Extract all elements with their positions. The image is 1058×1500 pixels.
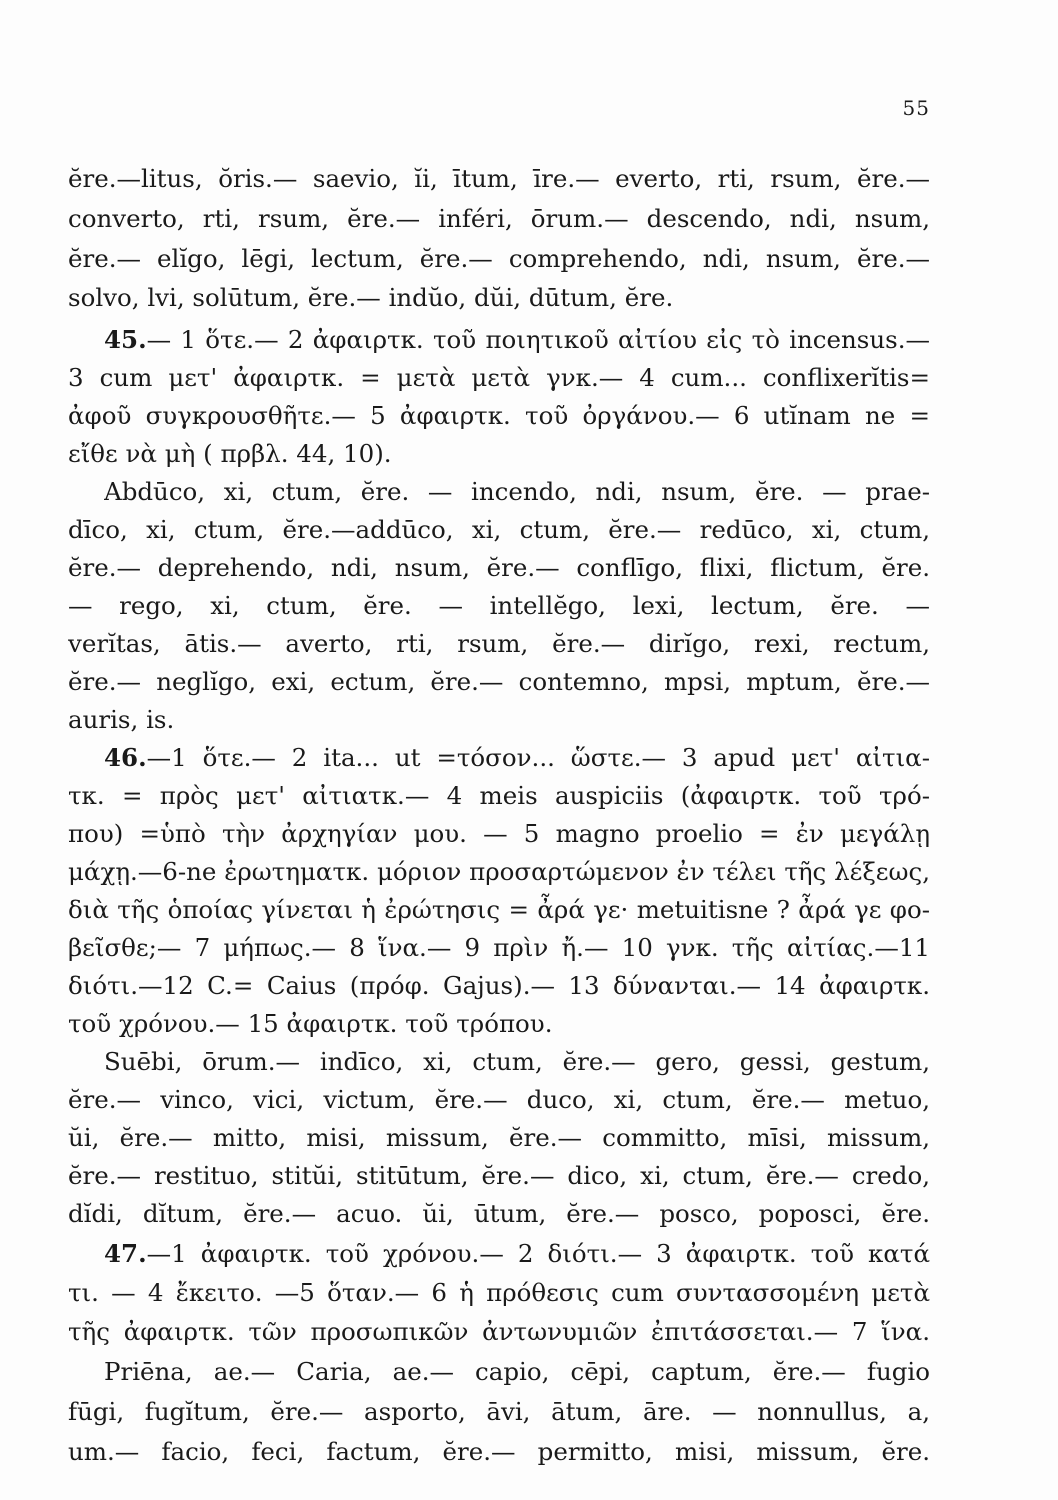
- text-line: ĕre.— elĭgo, lēgi, lectum, ĕre.— comprehendo, ndi, nsum, ĕre.—: [68, 244, 930, 273]
- text-line: Abdūco, xi, ctum, ĕre. — incendo, ndi, nsum, ĕre. — prae-: [104, 477, 930, 506]
- text-line: τῆς ἀφαιρτκ. τῶν προσωπικῶν ἀντωνυμιῶν ἐπιτάσσεται.— 7 ἵνα.: [68, 1317, 930, 1346]
- text-line: εἴθε νὰ μὴ ( πρβλ. 44, 10).: [68, 439, 392, 468]
- text-line: dīco, xi, ctum, ĕre.—addūco, xi, ctum, ĕre.— redūco, xi, ctum,: [68, 515, 930, 544]
- text-line: Suēbi, ōrum.— indīco, xi, ctum, ĕre.— gero, gessi, gestum,: [104, 1047, 930, 1076]
- section-number-47: 47.: [104, 1239, 147, 1268]
- text-line: um.— facio, feci, factum, ĕre.— permitto, misi, missum, ĕre.: [68, 1437, 930, 1466]
- text-line: verĭtas, ātis.— averto, rti, rsum, ĕre.— dirĭgo, rexi, rectum,: [68, 629, 930, 658]
- section-number-46: 46.: [104, 743, 147, 772]
- text-line: — rego, xi, ctum, ĕre. — intellĕgo, lexi, lectum, ĕre. —: [68, 591, 930, 620]
- text-line: μάχῃ.—6-ne ἐρωτηματκ. μόριον προσαρτώμενον ἐν τέλει τῆς λέξεως,: [68, 857, 930, 886]
- section-46-line: [104, 741, 930, 775]
- text-span: —1 ὅτε.— 2 ita... ut =τόσον... ὥστε.— 3 apud μετ' αἰτια-: [146, 743, 930, 772]
- page-number: 55: [902, 96, 930, 120]
- text-line: fūgi, fugĭtum, ĕre.— asporto, āvi, ātum, āre. — nonnullus, a,: [68, 1397, 930, 1426]
- section-45-line: [104, 323, 930, 357]
- section-number-45: 45.: [104, 325, 147, 354]
- section-47-line: [104, 1237, 930, 1271]
- text-line: τοῦ χρόνου.— 15 ἀφαιρτκ. τοῦ τρόπου.: [68, 1009, 553, 1038]
- text-line: διὰ τῆς ὁποίας γίνεται ἡ ἐρώτησις = ἆρά γε· metuitisne ? ἆρά γε φο-: [68, 895, 930, 924]
- text-line: ĕre.— restituo, stitŭi, stitūtum, ĕre.— dico, xi, ctum, ĕre.— credo,: [68, 1161, 930, 1190]
- text-line: converto, rti, rsum, ĕre.— inféri, ōrum.— descendo, ndi, nsum,: [68, 204, 930, 233]
- text-line: ŭi, ĕre.— mitto, misi, missum, ĕre.— committo, mīsi, missum,: [68, 1123, 930, 1152]
- text-line: βεῖσθε;— 7 μήπως.— 8 ἵνα.— 9 πρὶν ἤ.— 10 γνκ. τῆς αἰτίας.—11: [68, 933, 930, 962]
- text-line: διότι.—12 C.= Caius (πρόφ. Gajus).— 13 δύνανται.— 14 ἀφαιρτκ.: [68, 971, 930, 1000]
- text-span: —1 ἀφαιρτκ. τοῦ χρόνου.— 2 διότι.— 3 ἀφαιρτκ. τοῦ κατά: [146, 1239, 930, 1268]
- text-line: που) =ὑπὸ τὴν ἀρχηγίαν μου. — 5 magno proelio = ἐν μεγάλῃ: [68, 819, 930, 848]
- text-line: ĕre.— vinco, vici, victum, ĕre.— duco, xi, ctum, ĕre.— metuo,: [68, 1085, 930, 1114]
- text-line: ĕre.— neglĭgo, exi, ectum, ĕre.— contemno, mpsi, mptum, ĕre.—: [68, 667, 930, 696]
- text-line: ἀφοῦ συγκρουσθῆτε.— 5 ἀφαιρτκ. τοῦ ὀργάνου.— 6 utĭnam ne =: [68, 401, 930, 430]
- text-line: τι. — 4 ἔκειτο. —5 ὅταν.— 6 ἡ πρόθεσις cum συντασσομένη μετὰ: [68, 1278, 930, 1307]
- text-line: auris, is.: [68, 705, 175, 734]
- text-line: τκ. = πρὸς μετ' αἰτιατκ.— 4 meis auspiciis (ἀφαιρτκ. τοῦ τρό-: [68, 781, 930, 810]
- text-line: dĭdi, dĭtum, ĕre.— acuo. ŭi, ūtum, ĕre.— posco, poposci, ĕre.: [68, 1199, 930, 1228]
- text-line: ĕre.— deprehendo, ndi, nsum, ĕre.— conflīgo, flixi, flictum, ĕre.: [68, 553, 930, 582]
- text-line: Priēna, ae.— Caria, ae.— capio, cēpi, captum, ĕre.— fugio: [104, 1357, 930, 1386]
- text-line: ĕre.—litus, ŏris.— saevio, ĭi, ītum, īre.— everto, rti, rsum, ĕre.—: [68, 164, 930, 193]
- text-line: solvo, lvi, solūtum, ĕre.— indŭo, dŭi, dūtum, ĕre.: [68, 283, 674, 312]
- text-line: 3 cum μετ' ἀφαιρτκ. = μετὰ μετὰ γνκ.— 4 cum... conflixerĭtis=: [68, 363, 930, 392]
- text-span: — 1 ὅτε.— 2 ἀφαιρτκ. τοῦ ποιητικοῦ αἰτίου εἰς τὸ incensus.—: [146, 325, 930, 354]
